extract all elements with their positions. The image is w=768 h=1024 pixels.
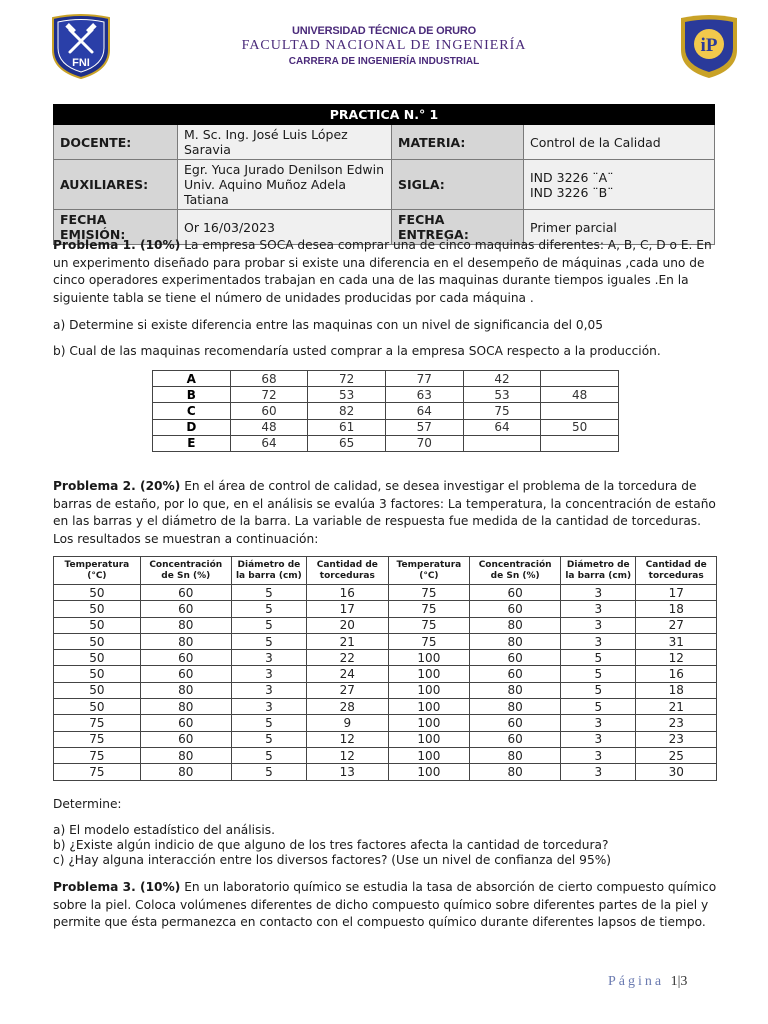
problem-1-statement [53,237,717,307]
table-cell: 23 [636,731,717,747]
table-cell: 75 [54,731,141,747]
table-cell: 80 [140,764,231,780]
problem-1-heading: Problema 1. (10%) [53,238,181,252]
table-row [54,715,717,731]
table-cell: 3 [231,699,306,715]
table-cell: 16 [307,585,389,601]
machine-units-cell: 64 [463,419,541,435]
table-cell: 80 [470,682,561,698]
machine-units-cell: 72 [230,387,308,403]
table-row [54,666,717,682]
materia-value: Control de la Calidad [524,125,715,160]
table-cell: 5 [231,747,306,763]
table-cell: 60 [140,731,231,747]
problem-2-question-c: c) ¿Hay alguna interacción entre los diversos factores? (Use un nivel de confianza del 95%) [53,853,612,867]
table-row [54,601,717,617]
table-cell: 5 [231,617,306,633]
table-cell: 75 [54,764,141,780]
machine-label: E [153,435,231,451]
table-cell: 50 [54,585,141,601]
footer-page-number: 1|3 [670,974,688,989]
machine-units-cell [541,403,619,419]
table-cell: 80 [470,764,561,780]
practice-info-table [53,104,715,245]
table-cell: 100 [388,682,470,698]
sigla-1: IND 3226 ¨A¨ [530,169,614,185]
table-cell: 80 [140,699,231,715]
column-header-line: Concentración [478,559,552,570]
sigla-label: SIGLA: [392,160,524,210]
table-cell: 100 [388,764,470,780]
machine-units-cell: 75 [463,403,541,419]
column-header-line: Cantidad de [316,559,378,570]
column-header-line: Concentración [149,559,223,570]
problem-2-determine: Determine: [53,797,122,811]
column-header [307,557,389,585]
ip-shield-logo [678,14,740,80]
machine-row [153,419,619,435]
table-cell: 22 [307,650,389,666]
table-cell: 5 [231,764,306,780]
machine-units-cell: 48 [230,419,308,435]
table-cell: 3 [561,585,636,601]
docente-label: DOCENTE: [54,125,178,160]
table-cell: 50 [54,633,141,649]
table-row [54,633,717,649]
column-header [140,557,231,585]
machine-units-cell: 72 [308,371,386,387]
table-cell: 50 [54,617,141,633]
footer-page-label: Página [608,974,665,989]
problem-1-question-b: b) Cual de las maquinas recomendaría usted comprar a la empresa SOCA respecto a la producción. [53,344,661,358]
fecha-entrega-value: Primer parcial [524,210,715,245]
table-row [54,764,717,780]
table-row [54,747,717,763]
table-cell: 50 [54,682,141,698]
page-header [0,0,768,90]
table-cell: 21 [636,699,717,715]
table-cell: 27 [307,682,389,698]
table-cell: 60 [470,585,561,601]
column-header-line: de Sn (%) [161,570,211,581]
table-cell: 80 [140,747,231,763]
column-header-line: Temperatura [64,559,130,570]
problem-3-heading: Problema 3. (10%) [53,880,181,894]
table-cell: 60 [470,650,561,666]
table-cell: 21 [307,633,389,649]
column-header-line: Diámetro de [566,559,630,570]
table-cell: 5 [231,633,306,649]
table-cell: 100 [388,731,470,747]
column-header [636,557,717,585]
problem-3-statement [53,879,717,932]
machine-label: C [153,403,231,419]
table-cell: 50 [54,666,141,682]
table-row [54,650,717,666]
column-header-line: (°C) [87,570,107,581]
auxiliares-value [178,160,392,210]
table-cell: 12 [307,731,389,747]
machine-units-cell: 64 [230,435,308,451]
table-row [54,682,717,698]
table-cell: 50 [54,650,141,666]
faculty-name: FACULTAD NACIONAL DE INGENIERÍA [241,38,527,53]
table-cell: 17 [307,601,389,617]
fecha-emision-value: Or 16/03/2023 [178,210,392,245]
machine-units-cell: 42 [463,371,541,387]
machine-row [153,371,619,387]
machine-units-cell: 50 [541,419,619,435]
column-header-line: (°C) [419,570,439,581]
table-cell: 5 [231,731,306,747]
torsion-data-table [53,556,717,781]
machine-row [153,403,619,419]
auxiliar-1: Egr. Yuca Jurado Denilson Edwin [184,162,385,177]
table-cell: 13 [307,764,389,780]
table-cell: 5 [561,666,636,682]
machine-units-cell: 53 [308,387,386,403]
sigla-2: IND 3226 ¨B¨ [530,184,614,200]
table-cell: 3 [561,617,636,633]
machine-label: D [153,419,231,435]
machine-units-cell [541,371,619,387]
machine-units-cell: 48 [541,387,619,403]
column-header [561,557,636,585]
machine-units-cell: 61 [308,419,386,435]
table-cell: 5 [561,650,636,666]
table-cell: 80 [470,699,561,715]
table-cell: 100 [388,650,470,666]
table-cell: 31 [636,633,717,649]
fni-shield-logo [50,14,112,80]
machine-units-cell: 82 [308,403,386,419]
machine-production-table [152,370,619,452]
machine-row [153,435,619,451]
column-header-line: Cantidad de [645,559,707,570]
table-cell: 75 [54,715,141,731]
table-cell: 100 [388,666,470,682]
machine-units-cell: 68 [230,371,308,387]
table-cell: 60 [470,731,561,747]
table-cell: 100 [388,747,470,763]
machine-units-cell: 70 [385,435,463,451]
table-cell: 75 [388,585,470,601]
problem-2-question-a: a) El modelo estadístico del análisis. [53,823,275,837]
table-cell: 20 [307,617,389,633]
table-cell: 25 [636,747,717,763]
table-cell: 60 [140,650,231,666]
table-cell: 3 [561,601,636,617]
column-header [54,557,141,585]
institution-heading [150,25,618,67]
table-cell: 3 [561,715,636,731]
practice-title: PRACTICA N.° 1 [54,105,715,125]
column-header-line: Temperatura [396,559,462,570]
column-header [388,557,470,585]
machine-units-cell [541,435,619,451]
problem-2-question-b: b) ¿Existe algún indicio de que alguno de los tres factores afecta la cantidad de torcedura? [53,838,609,852]
machine-units-cell: 53 [463,387,541,403]
machine-units-cell: 63 [385,387,463,403]
column-header-line: la barra (cm) [565,570,632,581]
fecha-entrega-label: FECHA ENTREGA: [392,210,524,245]
auxiliar-2: Univ. Aquino Muñoz Adela Tatiana [184,177,347,207]
fni-logo-text: FNI [72,57,90,69]
machine-label: B [153,387,231,403]
table-cell: 80 [470,747,561,763]
auxiliares-label: AUXILIARES: [54,160,178,210]
table-cell: 18 [636,682,717,698]
university-name: UNIVERSIDAD TÉCNICA DE ORURO [291,25,477,37]
table-cell: 3 [561,747,636,763]
table-cell: 24 [307,666,389,682]
table-row [54,585,717,601]
column-header-line: la barra (cm) [235,570,302,581]
table-cell: 3 [561,731,636,747]
table-cell: 80 [470,633,561,649]
table-cell: 80 [140,682,231,698]
table-cell: 75 [388,601,470,617]
table-cell: 5 [231,585,306,601]
table-cell: 12 [307,747,389,763]
problem-2-statement [53,478,717,548]
table-cell: 30 [636,764,717,780]
career-name: CARRERA DE INGENIERÍA INDUSTRIAL [288,56,480,67]
table-cell: 75 [388,617,470,633]
table-cell: 9 [307,715,389,731]
table-cell: 3 [561,764,636,780]
table-cell: 3 [231,666,306,682]
materia-label: MATERIA: [392,125,524,160]
machine-units-cell: 65 [308,435,386,451]
table-cell: 5 [231,601,306,617]
table-cell: 100 [388,715,470,731]
machine-units-cell: 57 [385,419,463,435]
table-cell: 60 [140,601,231,617]
sigla-value [524,160,715,210]
column-header-line: Diámetro de [237,559,301,570]
table-cell: 60 [140,715,231,731]
column-header-line: de Sn (%) [490,570,540,581]
table-cell: 75 [54,747,141,763]
machine-row [153,387,619,403]
table-cell: 16 [636,666,717,682]
table-cell: 80 [470,617,561,633]
problem-3-text: En un laboratorio químico se estudia la tasa de absorción de cierto compuesto químico sobre la piel. Coloca volúmenes diferentes de dicho compuesto químico sobre diferentes partes de la piel y permite que ésta permanezca en contacto con el compuesto químico durante diferentes lapsos de tiempo. [53,880,717,929]
page-footer [608,974,687,990]
column-header-line: torceduras [648,570,704,581]
table-row [54,731,717,747]
problem-1-text: La empresa SOCA desea comprar una de cinco maquinas diferentes: A, B, C, D o E. En un experimento diseñado para probar si existe una diferencia en el desempeño de máquinas ,cada uno de cinco operadores experimentados trabajan en cada una de las maquinas durante tiempos iguales .En la siguiente tabla se tiene el número de unidades producidas por cada máquina . [53,238,712,305]
table-cell: 100 [388,699,470,715]
table-cell: 60 [470,666,561,682]
table-cell: 18 [636,601,717,617]
table-cell: 27 [636,617,717,633]
table-cell: 80 [140,617,231,633]
table-cell: 50 [54,699,141,715]
table-cell: 5 [561,682,636,698]
fecha-emision-label: FECHA EMISIÓN: [54,210,178,245]
table-cell: 80 [140,633,231,649]
table-cell: 60 [470,601,561,617]
table-cell: 28 [307,699,389,715]
table-cell: 3 [231,650,306,666]
table-row [54,617,717,633]
machine-units-cell: 60 [230,403,308,419]
table-cell: 60 [470,715,561,731]
table-cell: 60 [140,666,231,682]
table-row [54,699,717,715]
problem-1-question-a: a) Determine si existe diferencia entre las maquinas con un nivel de significancia del 0,05 [53,318,603,332]
docente-value: M. Sc. Ing. José Luis López Saravia [178,125,392,160]
column-header [231,557,306,585]
table-cell: 3 [561,633,636,649]
table-cell: 60 [140,585,231,601]
table-cell: 23 [636,715,717,731]
column-header [470,557,561,585]
machine-units-cell: 77 [385,371,463,387]
problem-2-heading: Problema 2. (20%) [53,479,181,493]
machine-units-cell [463,435,541,451]
column-header-line: torceduras [319,570,375,581]
table-cell: 3 [231,682,306,698]
table-cell: 12 [636,650,717,666]
problem-2-text: En el área de control de calidad, se desea investigar el problema de la torcedura de barras de estaño, por lo que, en el análisis se evalúa 3 factores: La temperatura, la concentración de estaño en las barras y el diámetro de la barra. La variable de respuesta fue medida de la cantidad de torceduras. Los resultados se muestran a continuación: [53,479,716,546]
table-cell: 75 [388,633,470,649]
machine-label: A [153,371,231,387]
table-cell: 5 [561,699,636,715]
table-cell: 5 [231,715,306,731]
table-cell: 50 [54,601,141,617]
machine-units-cell: 64 [385,403,463,419]
table-cell: 17 [636,585,717,601]
ip-logo-text: iP [700,35,718,56]
